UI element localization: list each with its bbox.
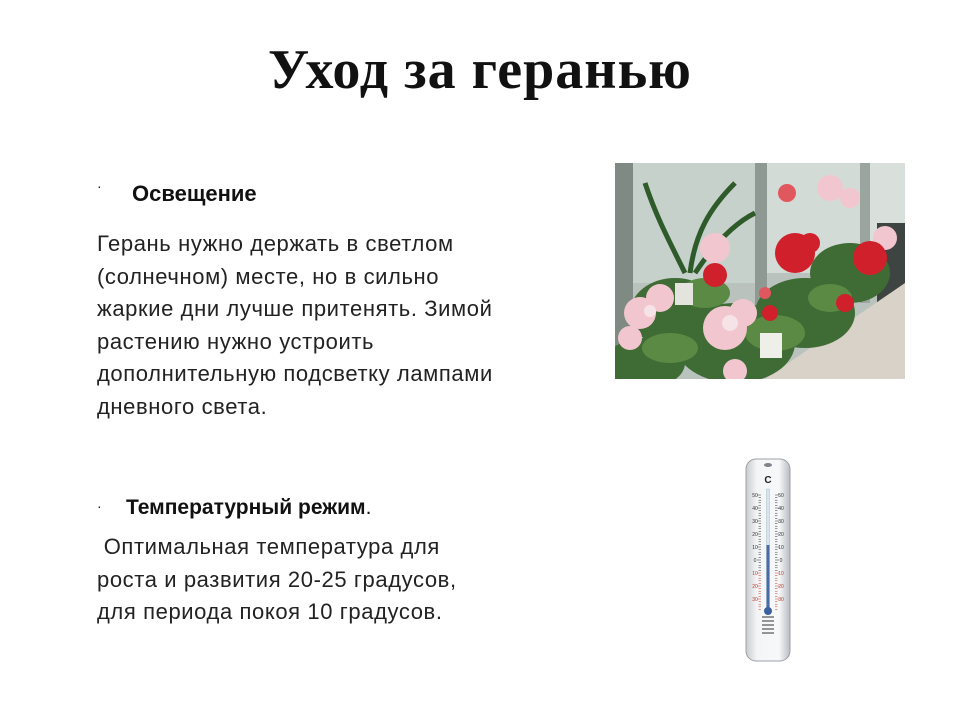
thermometer-unit: C — [764, 475, 772, 486]
body-line: растению нужно устроить — [97, 328, 375, 354]
thermometer-scale-label: 30 — [752, 519, 758, 525]
thermometer-scale-label: 10 — [752, 545, 758, 551]
thermometer-scale-label: 40 — [752, 506, 758, 512]
section-heading-temperature-text: Температурный режим — [126, 496, 366, 519]
thermometer-scale-label: 20 — [752, 532, 758, 538]
body-line: (солнечном) месте, но в сильно — [97, 263, 440, 289]
thermometer-scale-label: 20 — [778, 532, 784, 538]
bullet-point: · — [97, 178, 102, 194]
body-line: для периода покоя 10 градусов. — [97, 599, 443, 624]
thermometer-scale-label: 40 — [778, 506, 784, 512]
thermometer-scale-label: 10 — [752, 571, 758, 577]
thermometer-scale-label: 30 — [778, 597, 784, 603]
section-heading-lighting-text: Освещение — [132, 181, 257, 206]
thermometer-scale-label: 10 — [778, 545, 784, 551]
thermometer-scale-label: 0 — [753, 558, 757, 564]
section-heading-temperature — [126, 496, 371, 520]
thermometer-scale-label: 30 — [778, 519, 784, 525]
geranium-photo-image — [615, 163, 905, 379]
body-line: Оптимальная температура для — [97, 534, 440, 559]
thermometer-scale-label: 50 — [778, 493, 784, 499]
thermometer-drawing — [742, 457, 794, 663]
body-line: Герань нужно держать в светлом — [97, 231, 454, 256]
slide-title: Уход за геранью — [268, 39, 692, 101]
body-line: жаркие дни лучше притенять. Зимой — [97, 296, 493, 321]
geranium-photo — [615, 163, 905, 379]
section-body-lighting — [97, 228, 493, 423]
body-line: дневного света. — [97, 393, 268, 419]
body-line: роста и развития 20-25 градусов, — [97, 566, 457, 592]
bullet-point: · — [97, 498, 102, 514]
thermometer-image — [742, 457, 794, 663]
thermometer-scale-label: 20 — [752, 584, 758, 590]
thermometer-scale-label: 30 — [752, 597, 758, 603]
section-body-temperature — [97, 531, 457, 629]
heading-period: . — [365, 496, 372, 519]
section-heading-lighting — [132, 181, 257, 207]
thermometer-scale-label: 50 — [752, 493, 758, 499]
thermometer-scale-label: 0 — [779, 558, 783, 564]
body-line: дополнительную подсветку лампами — [97, 361, 493, 386]
thermometer-scale-label: 20 — [778, 584, 784, 590]
thermometer-scale-label: 10 — [778, 571, 784, 577]
